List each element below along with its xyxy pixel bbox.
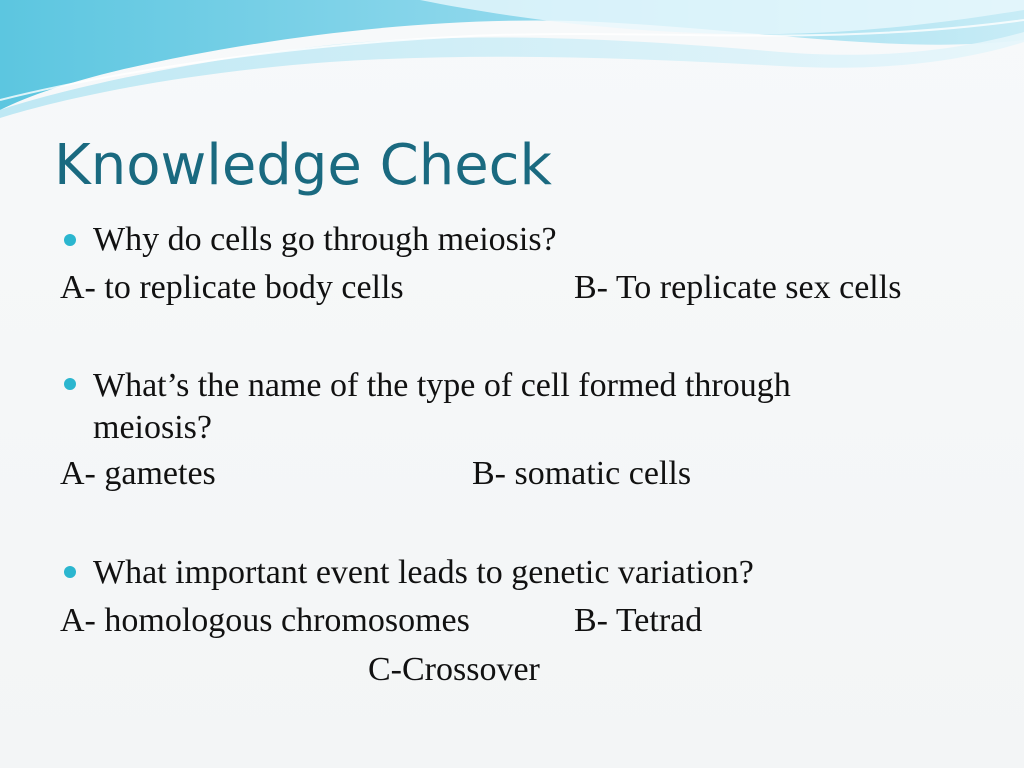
question-3-option-b: B- Tetrad <box>574 602 703 639</box>
question-1-option-b: B- To replicate sex cells <box>574 269 902 306</box>
question-2-text-line1: What’s the name of the type of cell formed through <box>93 367 791 404</box>
question-2-option-a: A- gametes <box>60 455 216 492</box>
question-3-text: What important event leads to genetic variation? <box>93 554 754 591</box>
bullet-icon <box>64 566 76 578</box>
bullet-icon <box>64 234 76 246</box>
question-1-text: Why do cells go through meiosis? <box>93 221 557 258</box>
question-1-option-a: A- to replicate body cells <box>60 269 404 306</box>
question-3-option-c: C-Crossover <box>368 651 540 688</box>
question-2-option-b: B- somatic cells <box>472 455 692 492</box>
question-2-text-line2: meiosis? <box>93 409 212 446</box>
question-3-option-a: A- homologous chromosomes <box>60 602 470 639</box>
slide-title: Knowledge Check <box>54 133 552 198</box>
bullet-icon <box>64 378 76 390</box>
